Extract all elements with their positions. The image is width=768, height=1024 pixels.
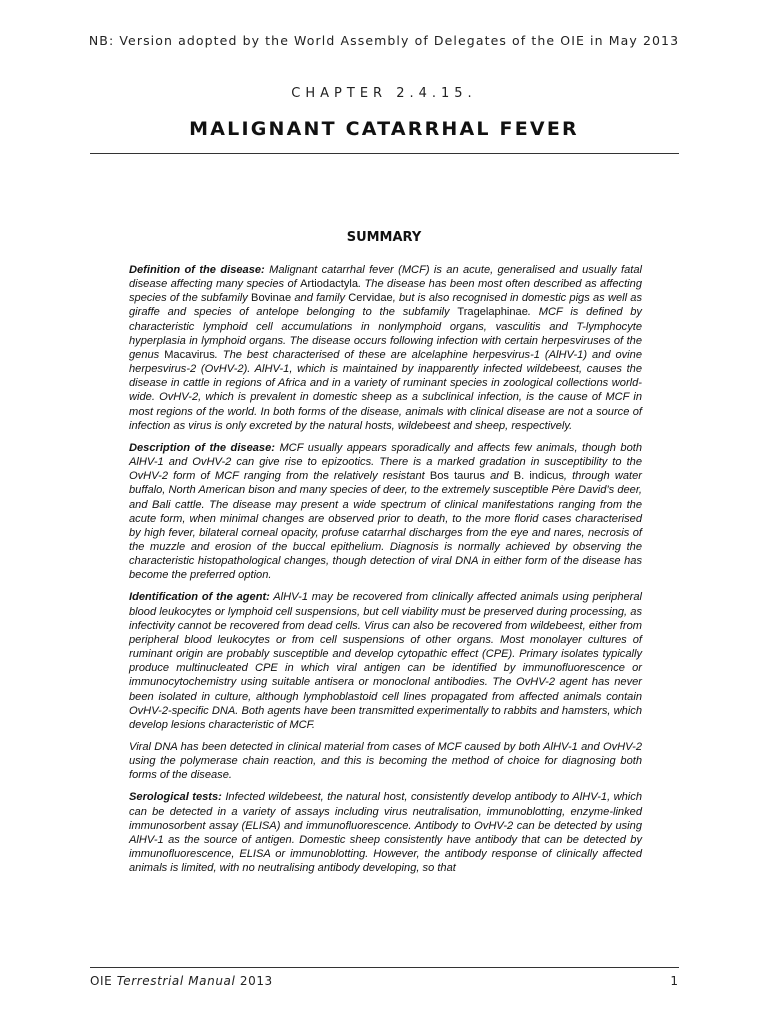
text-segment: , through water buffalo, North American bison and many species of deer, to the extremely susceptible Père David’s deer, and Bali cattle. The disease may present a wide spectrum of clinical manifestations ranging from the acute form, when minimal changes are observed prior to death, to the more florid cases characterised by high fever, bilateral corneal opacity, profuse catarrhal discharges from the eye and nares, necrosis of the muzzle and erosion of the buccal epithelium. Diagnosis is normally achieved by observing the characteristic histopathological changes, though detection of viral DNA in either form of the disease has become the preferred option. (129, 470, 642, 582)
text-segment: CPE (485, 648, 509, 661)
text-segment: AlHV-1 may be recovered from clinically affected animals using peripheral blood leukocytes or lymphoid cell suspensions, but cell viability must be preserved during processing, as infectivity cannot be recovered from dead cells. Virus can also be recovered from wildebeest, either from peripheral blood leukocytes or from cell suspensions of other organs. Most monolayer cultures of ruminant origin are probably susceptible and develop cytopathic effect ( (129, 591, 642, 661)
summary-paragraph (129, 740, 642, 782)
text-segment: ) and immunofluorescence. Antibody to OvHV-2 can be detected by using AlHV-1 as the source of antigen. Domestic sheep consistently have antibody that can be detected by immunofluorescence, ELISA or immunoblotting. However, the antibody response of clinically affected animals is limited, with no neutralising antibody developing, so that (129, 819, 642, 875)
summary-heading: SUMMARY (346, 230, 422, 245)
taxon-name: Tragelaphinae (457, 306, 528, 319)
paragraph-label: Serological tests: (129, 791, 222, 804)
page-number: 1 (670, 974, 678, 988)
paragraph-label: Identification of the agent: (129, 591, 270, 604)
summary-body (129, 263, 642, 883)
taxon-name: Bos taurus (429, 470, 485, 483)
text-segment: AlHV-1 (548, 348, 584, 361)
taxon-name: Macavirus (164, 348, 215, 361)
text-segment: ). AlHV-1, which is maintained by inapparently infected wildebeest, causes the disease in cattle in regions of Africa and in a variety of ruminant species in zoological collections world-wide. OvHV-2, which is prevalent in domestic sheep as a subclinical infection, is the cause of MCF in most regions of the world. In both forms of the disease, animals with clinical disease are not a source of infection as virus is only excreted by the natural hosts, wildebeest and sheep, respectively. (129, 363, 643, 432)
text-segment: . The disease has been most often described as affecting species of the subfamily (129, 278, 642, 305)
summary-paragraph (129, 790, 642, 875)
text-segment: . The best characterised of these are alcelaphine herpesvirus-1 ( (214, 348, 549, 361)
taxon-name: Artiodactyla (300, 278, 359, 291)
page-title: MALIGNANT CATARRHAL FEVER (189, 118, 579, 140)
text-segment: MCF usually appears sporadically and affects few animals, though both AlHV-1 and OvHV-2 can give rise to epizootics. There is a marked gradation in susceptibility to the OvHV-2 form of MCF ranging from the relatively resistant (129, 441, 642, 483)
summary-paragraph (129, 263, 642, 433)
footer-org: OIE (90, 974, 113, 988)
text-segment: , but is also recognised in domestic pigs as well as giraffe and species of antelope belonging to the subfamily (129, 292, 642, 319)
text-segment: OvHV-2 (204, 363, 244, 376)
taxon-name: Bovinae (251, 292, 292, 305)
taxon-name: B. indicus (513, 470, 564, 483)
text-segment: Malignant catarrhal fever ( (264, 264, 402, 276)
title-rule (90, 153, 679, 154)
paragraph-label: Description of the disease: (129, 441, 275, 454)
text-segment: MCF (401, 264, 426, 276)
text-segment: Viral DNA has been detected in clinical material from cases of MCF caused by both AlHV-1 and OvHV-2 using the polymerase chain reaction, and this is becoming the method of choice for diagnosing both forms of the disease. (129, 741, 642, 782)
text-segment: ) is an acute, generalised and usually fatal disease affecting many species of (129, 264, 643, 291)
taxon-name: Cervidae (348, 292, 393, 305)
text-segment: ) and ovine herpesvirus-2 ( (129, 348, 642, 376)
paragraph-label: Definition of the disease: (129, 264, 265, 276)
header-note: NB: Version adopted by the World Assembly of Delegates of the OIE in May 2013 (88, 33, 680, 48)
summary-paragraph (129, 590, 642, 732)
chapter-number: CHAPTER 2.4.15. (291, 86, 477, 101)
text-segment: ELISA (245, 819, 277, 832)
text-segment: Infected wildebeest, the natural host, consistently develop antibody to AlHV-1, which can be detected in a variety of assays including virus neutralisation, immunoblotting, enzyme-linked immunosorbent assay ( (129, 791, 642, 832)
footer-manual: Terrestrial Manual (116, 974, 236, 988)
text-segment: and (484, 470, 514, 483)
footer-rule (90, 967, 679, 968)
text-segment: and family (291, 292, 349, 305)
summary-paragraph (129, 441, 642, 583)
text-segment: . MCF is defined by characteristic lymphoid cell accumulations in nonlymphoid organs, vasculitis and T-lymphocyte hyperplasia in lymphoid organs. The disease occurs following infection with certain herpesviruses of the genus (129, 306, 642, 361)
footer-year: 2013 (239, 974, 273, 988)
text-segment: ). Primary isolates typically produce multinucleated CPE in which viral antigen can be identified by immunofluorescence or immunocytochemistry using suitable antisera or monoclonal antibodies. The OvHV-2 agent has never been isolated in culture, although lymphoblastoid cell lines propagated from affected animals contain OvHV-2-specific DNA. Both agents have been transmitted experimentally to rabbits and hamsters, which develop lesions characteristic of MCF. (129, 648, 642, 731)
footer-source (90, 974, 273, 988)
